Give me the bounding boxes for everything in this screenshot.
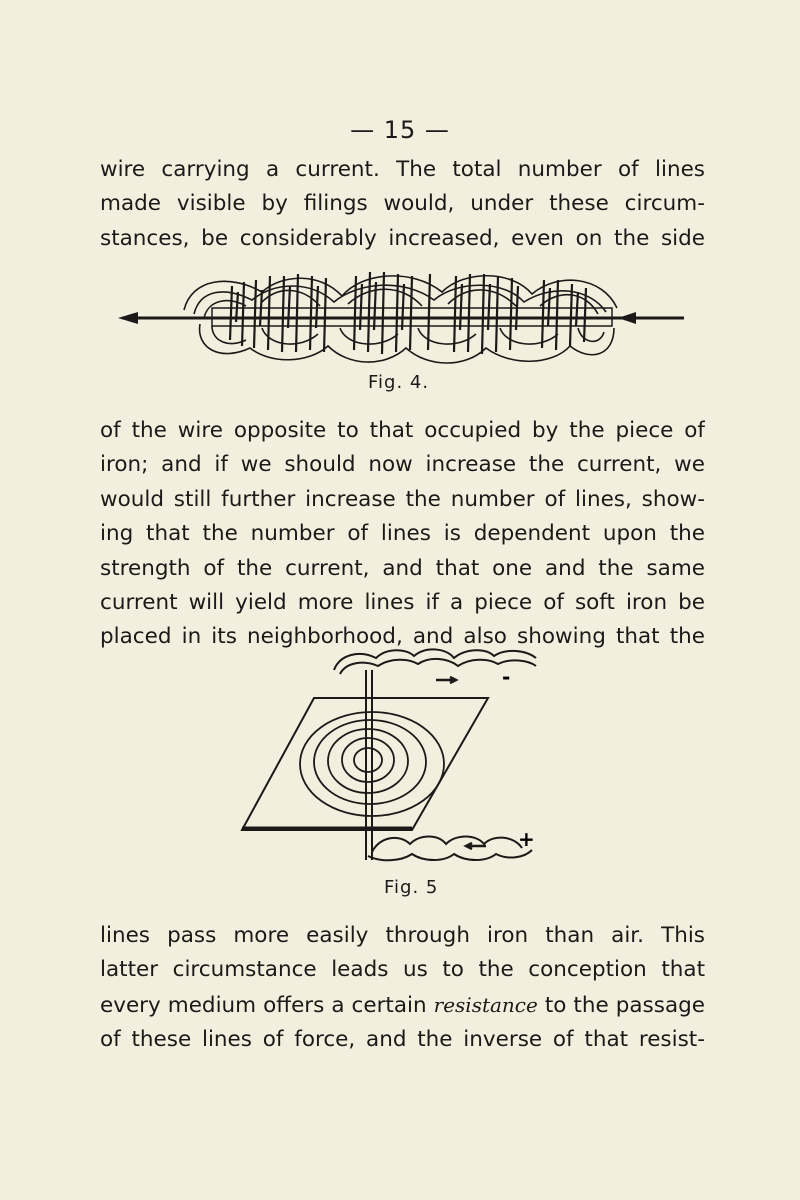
text-line: latter circumstance leads us to the conception that: [100, 957, 705, 983]
figure-5-coil-through-plane: [240, 640, 560, 876]
figure-4-caption: Fig. 4.: [368, 372, 430, 393]
text-line: of the wire opposite to that occupied by the piece of: [100, 418, 705, 443]
text-line: ing that the number of lines is dependent upon the: [100, 521, 705, 547]
text-line: stances, be considerably increased, even on the side: [100, 225, 705, 251]
minus-label: -: [502, 665, 511, 689]
left-arrow-icon: [118, 312, 138, 324]
figure-5-caption: Fig. 5: [384, 877, 439, 898]
text-line: wire carrying a current. The total number of lines: [100, 157, 705, 182]
plus-label: +: [518, 827, 535, 851]
text-line: iron; and if we should now increase the current, we: [100, 452, 705, 478]
text-line: of these lines of force, and the inverse of that resist-: [100, 1027, 705, 1053]
figure-4-filings-around-wire: [112, 262, 692, 374]
text-line: placed in its neighborhood, and also showing that the: [100, 624, 705, 650]
page-number: — 15 —: [350, 116, 450, 144]
text-line: would still further increase the number of lines, show-: [100, 486, 705, 512]
right-arrow-icon: [618, 312, 636, 324]
paragraph-1: [100, 153, 705, 256]
paragraph-2: [100, 414, 705, 655]
text-line: current will yield more lines if a piece of soft iron be: [100, 590, 705, 616]
text-line: lines pass more easily through iron than air. This: [100, 923, 705, 948]
filing-strokes: [230, 272, 586, 354]
paragraph-3: [100, 919, 705, 1058]
italic-term: resistance: [433, 992, 538, 1017]
text-segment: every medium offers a certain: [100, 992, 434, 1018]
text-line-with-italic: [100, 988, 705, 1023]
text-line: strength of the current, and that one and the same: [100, 555, 705, 581]
text-line: made visible by filings would, under these circum-: [100, 191, 705, 217]
text-segment: to the passage: [537, 992, 705, 1018]
arrow-right-icon: [436, 677, 456, 683]
